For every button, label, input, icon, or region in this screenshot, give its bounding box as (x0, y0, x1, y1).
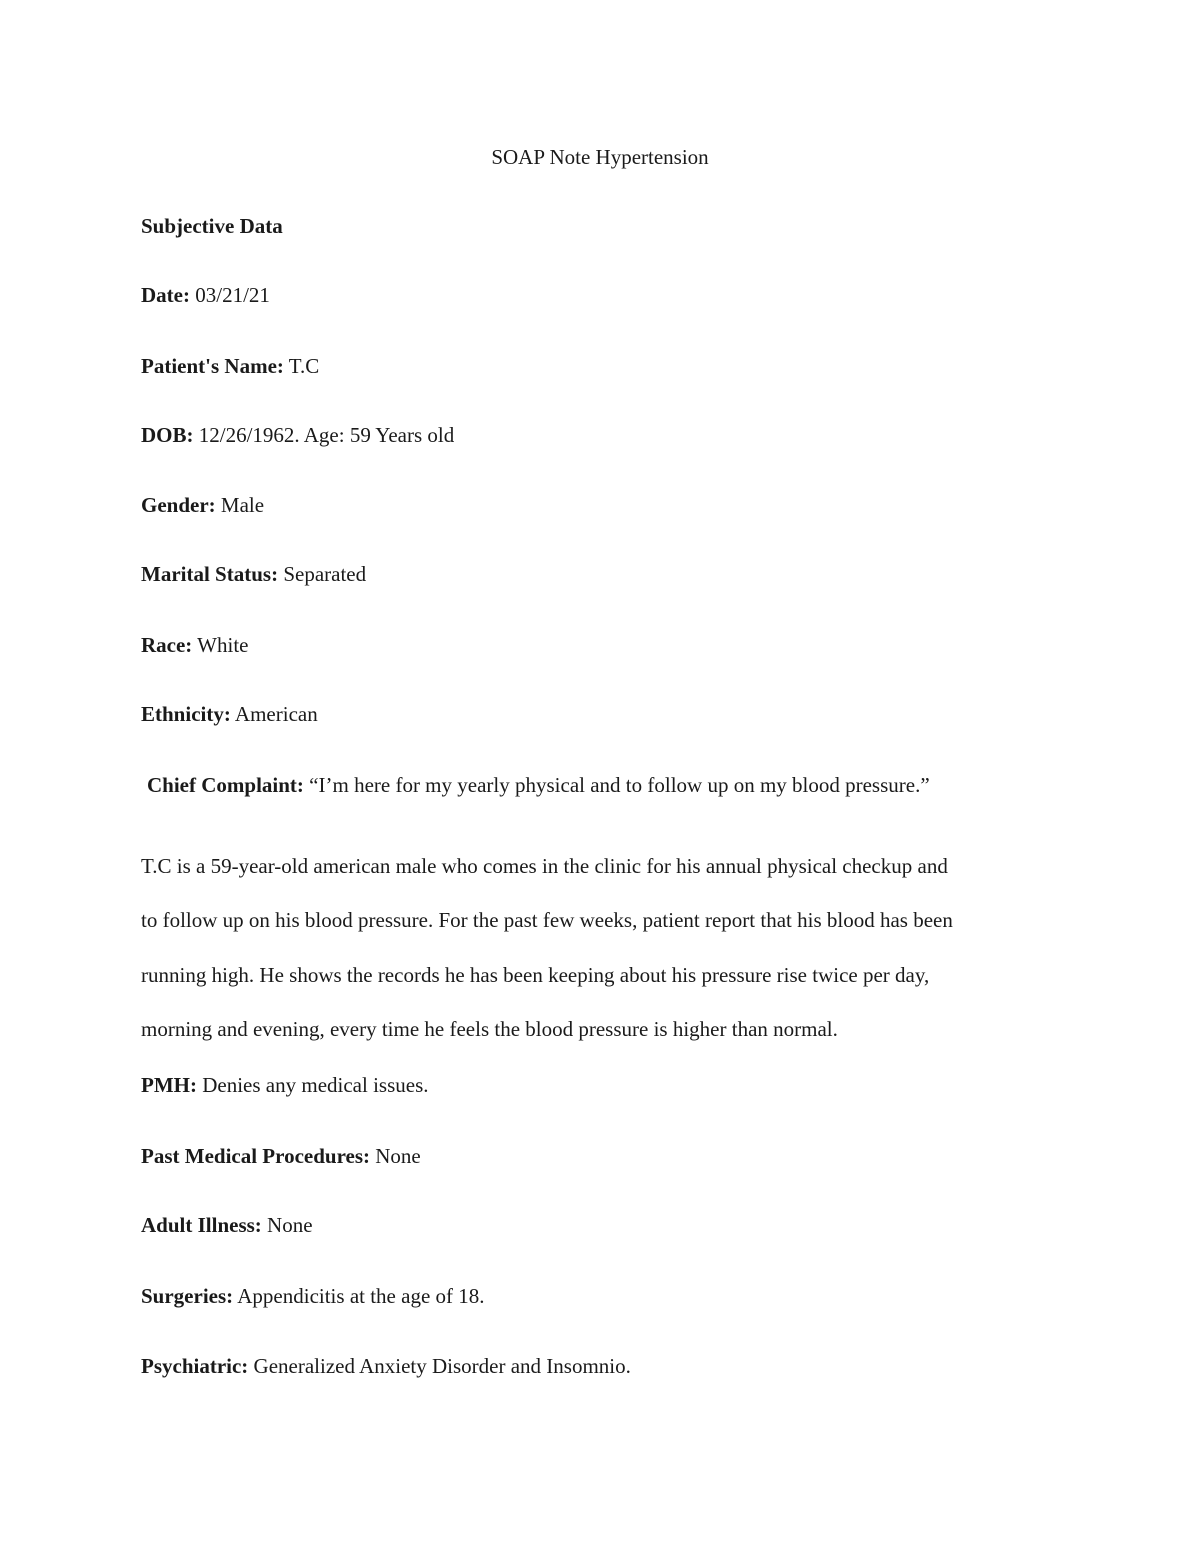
chief-complaint-value: “I’m here for my yearly physical and to follow up on my blood pressure.” (303, 773, 930, 797)
field-race (141, 631, 1071, 659)
field-value: Generalized Anxiety Disorder and Insomnio. (248, 1354, 631, 1378)
field-dob (141, 421, 1071, 449)
field-label: Past Medical Procedures: (141, 1144, 371, 1168)
field-label: Adult Illness: (141, 1213, 262, 1237)
field-label: Date: (141, 283, 190, 307)
document-title: SOAP Note Hypertension (491, 145, 709, 169)
section-heading (141, 212, 1071, 240)
field-label: Gender: (141, 493, 216, 517)
field-value: White (192, 633, 249, 657)
field-adult-illness (141, 1211, 1071, 1239)
field-value: Appendicitis at the age of 18. (233, 1284, 485, 1308)
field-pmh (141, 1071, 1071, 1099)
field-label: Race: (141, 633, 193, 657)
hpi-line: morning and evening, every time he feels the blood pressure is higher than normal. (141, 1016, 838, 1041)
field-label: Patient's Name: (141, 354, 284, 378)
field-date (141, 281, 1071, 309)
field-value: 12/26/1962. Age: 59 Years old (193, 423, 455, 447)
field-surgeries (141, 1282, 1071, 1310)
hpi-paragraph (141, 839, 1081, 1056)
field-label: DOB: (141, 423, 194, 447)
field-value: None (261, 1213, 313, 1237)
field-ethnicity (141, 700, 1071, 728)
chief-complaint-label: Chief Complaint: (147, 773, 304, 797)
field-value: 03/21/21 (189, 283, 270, 307)
field-value: Separated (278, 562, 367, 586)
field-label: Surgeries: (141, 1284, 234, 1308)
field-psychiatric (141, 1352, 1071, 1380)
hpi-line: running high. He shows the records he has been keeping about his pressure rise twice per day, (141, 962, 930, 987)
field-label: Psychiatric: (141, 1354, 249, 1378)
field-value: None (370, 1144, 421, 1168)
section-heading-text: Subjective Data (141, 214, 283, 238)
field-value: T.C (283, 354, 320, 378)
hpi-line: to follow up on his blood pressure. For the past few weeks, patient report that his blood has been (141, 908, 953, 933)
hpi-line: T.C is a 59-year-old american male who comes in the clinic for his annual physical checkup and (141, 854, 948, 878)
field-marital-status (141, 560, 1071, 588)
field-label: Ethnicity: (141, 702, 231, 726)
field-past-medical-procedures (141, 1142, 1071, 1170)
field-value: Denies any medical issues. (196, 1073, 429, 1097)
field-gender (141, 491, 1071, 519)
field-value: Male (215, 493, 265, 517)
chief-complaint (147, 771, 1077, 799)
field-patient-name (141, 352, 1071, 380)
field-label: Marital Status: (141, 562, 279, 586)
field-value: American (230, 702, 318, 726)
field-label: PMH: (141, 1073, 197, 1097)
